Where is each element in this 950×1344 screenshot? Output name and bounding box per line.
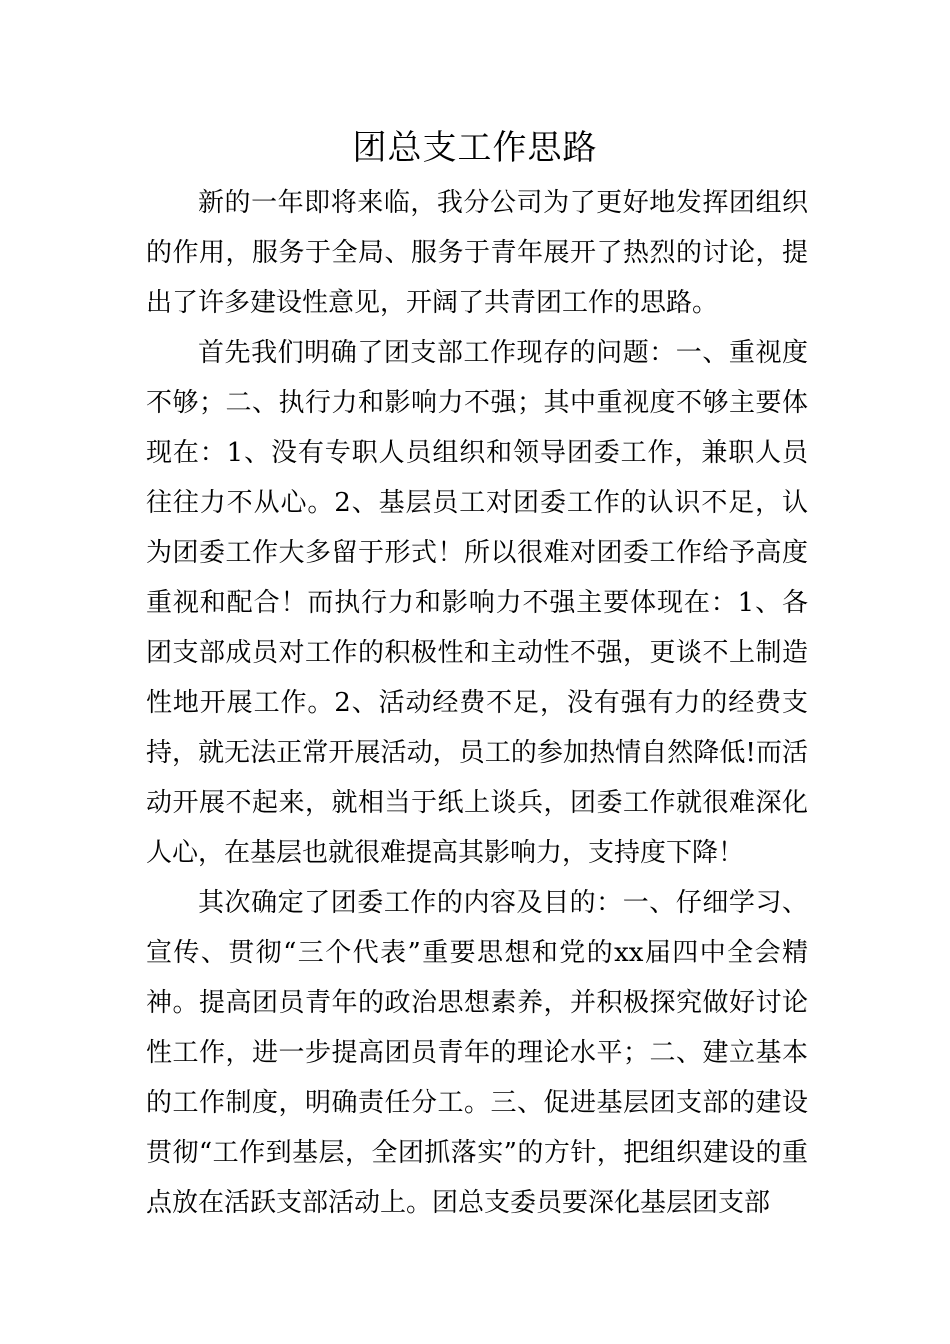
paragraph-intro: 新的一年即将来临，我分公司为了更好地发挥团组织的作用，服务于全局、服务于青年展开了热烈的讨论，提出了许多建设性意见，开阔了共青团工作的思路。 (146, 188, 808, 318)
paragraph-goals: 其次确定了团委工作的内容及目的：一、仔细学习、宣传、贯彻“三个代表”重要思想和党的xx届四中全会精神。提高团员青年的政治思想素养，并积极探究做好讨论性工作，进一步提高团员青年的理论水平；二、建立基本的工作制度，明确责任分工。三、促进基层团支部的建设贯彻“工作到基层，全团抓落实”的方针，把组织建设的重点放在活跃支部活动上。团总支委员要深化基层团支部 (146, 888, 808, 1218)
paragraph-problems: 首先我们明确了团支部工作现存的问题：一、重视度不够；二、执行力和影响力不强；其中重视度不够主要体现在：1、没有专职人员组织和领导团委工作，兼职人员往往力不从心。2、基层员工对团委工作的认识不足，认为团委工作大多留于形式！所以很难对团委工作给予高度重视和配合！而执行力和影响力不强主要体现在：1、各团支部成员对工作的积极性和主动性不强，更谈不上制造性地开展工作。2、活动经费不足，没有强有力的经费支持，就无法正常开展活动，员工的参加热情自然降低!而活动开展不起来，就相当于纸上谈兵，团委工作就很难深化人心，在基层也就很难提高其影响力，支持度下降！ (146, 338, 808, 868)
document-title: 团总支工作思路 (352, 128, 598, 168)
document-body (146, 178, 808, 1228)
